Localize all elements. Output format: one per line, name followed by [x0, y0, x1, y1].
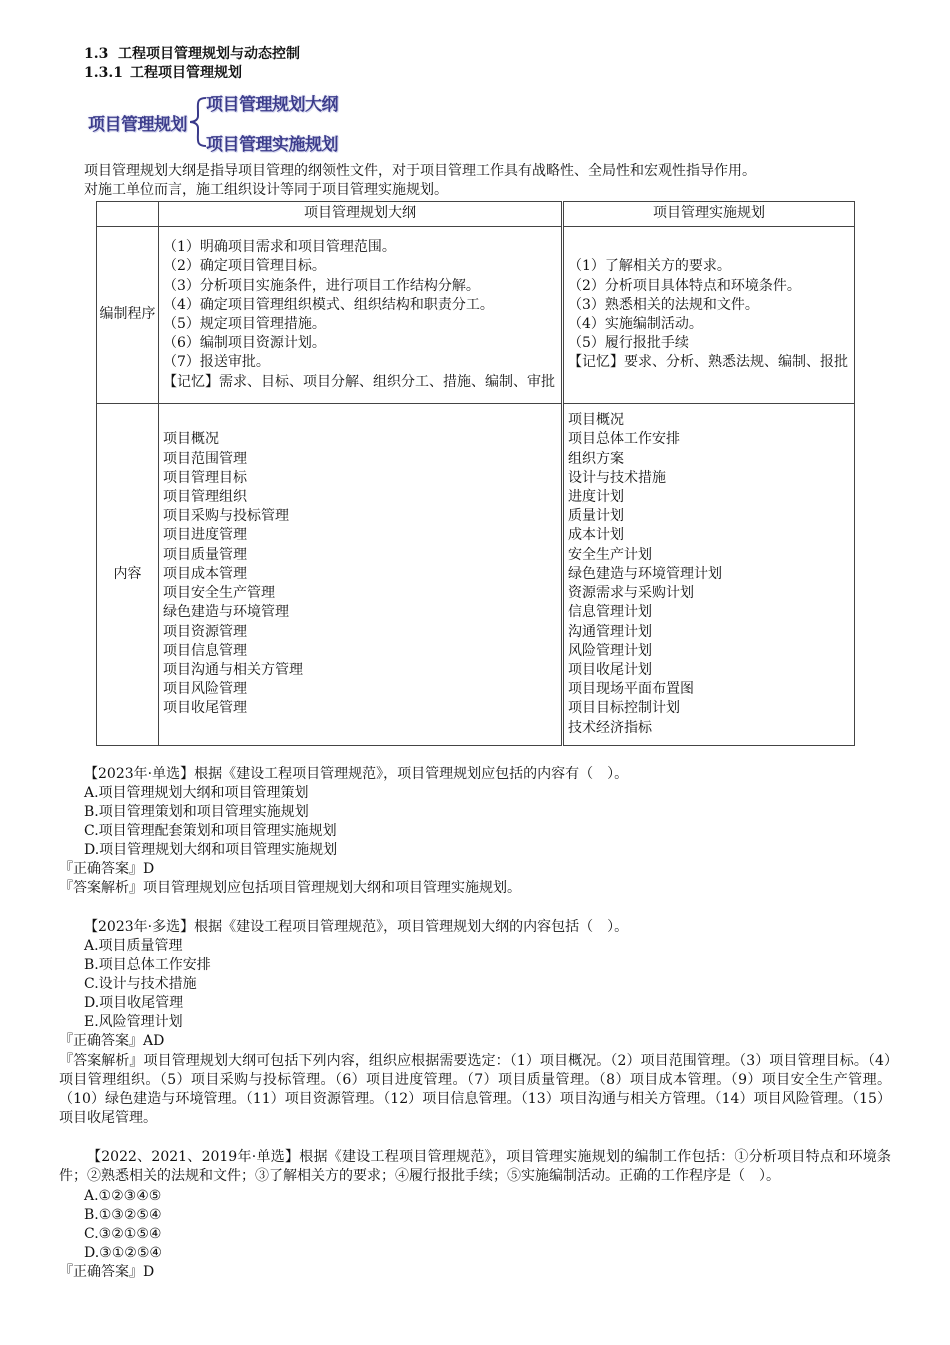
list-item: 成本计划 — [568, 527, 624, 544]
q1-option-d: D.项目管理规划大纲和项目管理实施规划 — [84, 842, 338, 858]
q2-analysis: 『答案解析』项目管理规划大纲可包括下列内容，组织应根据需要选定：（1）项目概况。（2）项目范围管理。（3）项目管理目标。（4）项目管理组织。（5）项目采购与投标管理。（6）项目进度管理。（7）项目质量管理。（8）项目成本管理。（9）项目安全生产管理。（10）绿色建造与环境管理。（11）项目资源管理。（12）项目信息管理。（13）项目沟通与相关方管理。（14）项目风险管理。（15）项目收尾管理。 — [59, 1053, 891, 1126]
q2-option-b: B.项目总体工作安排 — [84, 957, 211, 973]
comparison-table — [96, 201, 855, 746]
list-item: （3）分析项目实施条件，进行项目工作结构分解。 — [163, 277, 480, 294]
q1-stem: 【2023年·单选】根据《建设工程项目管理规范》，项目管理规划应包括的内容有（ ）。 — [84, 766, 629, 782]
list-item: 安全生产计划 — [568, 546, 652, 563]
mindmap-diagram — [86, 88, 346, 154]
procedure-outline-cell — [159, 227, 563, 404]
list-item: （4）确定项目管理组织模式、组织结构和职责分工。 — [163, 296, 494, 313]
list-item: 项目安全生产管理 — [163, 585, 275, 602]
subsection-title: 工程项目管理规划 — [130, 65, 242, 81]
section-heading-1-3-1 — [84, 64, 242, 83]
list-item: 项目信息管理 — [163, 642, 247, 659]
row-label-procedure: 编制程序 — [97, 227, 159, 404]
mindmap-branch-outline: 项目管理规划大纲 — [206, 95, 338, 115]
list-item: （6）编制项目资源计划。 — [163, 335, 326, 352]
list-item: （5）规定项目管理措施。 — [163, 316, 326, 332]
q3-option-a: A.①②③④⑤ — [84, 1188, 162, 1204]
list-item: 资源需求与采购计划 — [568, 585, 694, 602]
list-item: 项目收尾管理 — [163, 700, 247, 717]
q1-analysis: 『答案解析』项目管理规划应包括项目管理规划大纲和项目管理实施规划。 — [59, 880, 521, 896]
list-item: 信息管理计划 — [568, 604, 652, 621]
list-item: （4）实施编制活动。 — [568, 316, 703, 332]
list-item: 项目目标控制计划 — [568, 700, 680, 717]
list-item: 绿色建造与环境管理计划 — [568, 565, 722, 582]
list-item: （5）履行报批手续 — [568, 335, 689, 352]
table-header-implementation: 项目管理实施规划 — [563, 202, 855, 227]
q2-stem: 【2023年·多选】根据《建设工程项目管理规范》，项目管理规划大纲的内容包括（ ）。 — [84, 919, 629, 935]
list-item: 质量计划 — [568, 508, 624, 525]
table-header-outline: 项目管理规划大纲 — [159, 202, 563, 227]
section-heading-1-3 — [84, 45, 300, 64]
section-number: 1.3 — [84, 46, 109, 62]
q3-option-c: C.③②①⑤④ — [84, 1226, 162, 1242]
list-item: （7）报送审批。 — [163, 354, 270, 371]
content-outline-cell — [159, 404, 563, 746]
list-item: 项目成本管理 — [163, 565, 247, 582]
list-item: 风险管理计划 — [568, 642, 652, 659]
q2-option-c: C.设计与技术措施 — [84, 976, 197, 992]
list-item: （2）分析项目具体特点和环境条件。 — [568, 277, 801, 294]
q3-stem: 【2022、2021、2019年·单选】根据《建设工程项目管理规范》，项目管理实施规划的编制工作包括：①分析项目特点和环境条件；②熟悉相关的法规和文件；③了解相关方的要求；④履行报批手续；⑤实施编制活动。正确的工作程序是（ ）。 — [59, 1149, 891, 1184]
intro-line-1: 项目管理规划大纲是指导项目管理的纲领性文件，对于项目管理工作具有战略性、全局性和宏观性指导作用。 — [84, 163, 756, 179]
q3-option-b: B.①③②⑤④ — [84, 1207, 162, 1223]
mindmap-root: 项目管理规划 — [88, 115, 187, 135]
list-item: 项目概况 — [163, 431, 219, 448]
list-item: （1）明确项目需求和项目管理范围。 — [163, 239, 396, 256]
q3-option-d: D.③①②⑤④ — [84, 1245, 162, 1261]
list-item: 技术经济指标 — [568, 719, 652, 736]
list-item: 项目资源管理 — [163, 623, 247, 640]
table-corner-cell — [97, 202, 159, 227]
q2-option-d: D.项目收尾管理 — [84, 995, 184, 1011]
list-item: 项目范围管理 — [163, 450, 247, 467]
q3-answer: 『正确答案』D — [59, 1264, 155, 1280]
subsection-number: 1.3.1 — [84, 65, 123, 81]
list-item: 项目沟通与相关方管理 — [163, 661, 303, 678]
table-row-content — [97, 404, 855, 746]
table-row-procedure — [97, 227, 855, 404]
q2-option-e: E.风险管理计划 — [84, 1014, 183, 1030]
row-label-content: 内容 — [97, 404, 159, 746]
q1-option-c: C.项目管理配套策划和项目管理实施规划 — [84, 823, 337, 839]
memo-note: 【记忆】要求、分析、熟悉法规、编制、报批 — [568, 354, 848, 371]
list-item: 进度计划 — [568, 489, 624, 506]
q1-option-b: B.项目管理策划和项目管理实施规划 — [84, 804, 309, 820]
list-item: 沟通管理计划 — [568, 623, 652, 640]
list-item: 项目现场平面布置图 — [568, 681, 694, 698]
section-title: 工程项目管理规划与动态控制 — [118, 46, 300, 62]
q2-answer: 『正确答案』AD — [59, 1033, 165, 1049]
list-item: 设计与技术措施 — [568, 469, 666, 486]
list-item: 项目概况 — [568, 412, 624, 429]
list-item: （2）确定项目管理目标。 — [163, 258, 326, 275]
list-item: 项目质量管理 — [163, 546, 247, 563]
mindmap-branch-implementation: 项目管理实施规划 — [206, 135, 338, 155]
content-implementation-cell — [563, 404, 855, 746]
q1-option-a: A.项目管理规划大纲和项目管理策划 — [84, 785, 309, 801]
q2-option-a: A.项目质量管理 — [84, 938, 183, 954]
list-item: 项目风险管理 — [163, 681, 247, 698]
list-item: （3）熟悉相关的法规和文件。 — [568, 296, 759, 313]
table-header-row — [97, 202, 855, 227]
q1-answer: 『正确答案』D — [59, 861, 155, 877]
procedure-implementation-cell — [563, 227, 855, 404]
list-item: 绿色建造与环境管理 — [163, 604, 289, 621]
list-item: 项目收尾计划 — [568, 661, 652, 678]
list-item: （1）了解相关方的要求。 — [568, 258, 731, 275]
list-item: 组织方案 — [568, 450, 624, 467]
list-item: 项目管理目标 — [163, 469, 247, 486]
list-item: 项目管理组织 — [163, 489, 247, 506]
intro-line-2: 对施工单位而言，施工组织设计等同于项目管理实施规划。 — [84, 182, 448, 198]
memo-note: 【记忆】需求、目标、项目分解、组织分工、措施、编制、审批 — [163, 373, 555, 390]
list-item: 项目总体工作安排 — [568, 431, 680, 448]
list-item: 项目进度管理 — [163, 527, 247, 544]
list-item: 项目采购与投标管理 — [163, 508, 289, 525]
